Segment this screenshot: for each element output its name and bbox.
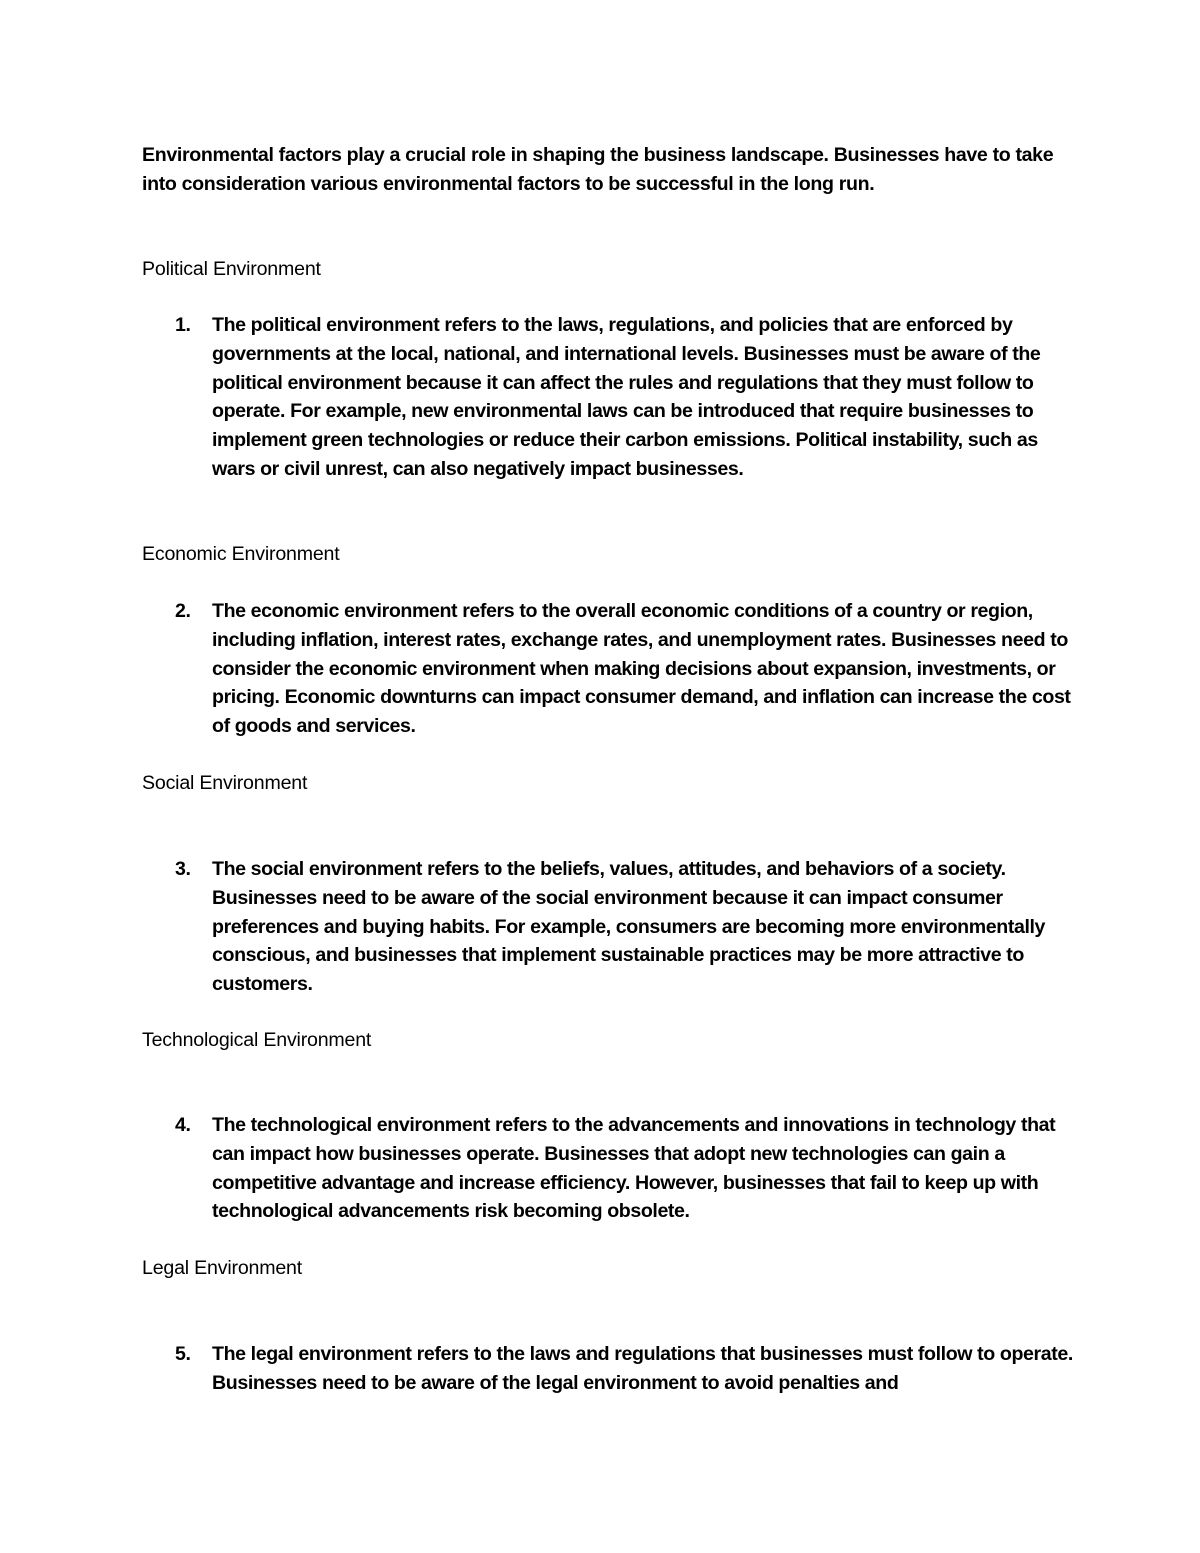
list-number: 4. bbox=[175, 1114, 191, 1136]
list-item-text: The social environment refers to the beliefs, values, attitudes, and behaviors of a society. Businesses need to be aware of the social environment because it can impact consumer preferences and buying habits. For example, consumers are becoming more environmentally conscious, and businesses that implement sustainable practices may be more attractive to customers. bbox=[212, 858, 1046, 996]
list-item-text: The economic environment refers to the overall economic conditions of a country or region, including inflation, interest rates, exchange rates, and unemployment rates. Businesses need to consider the economic environment when making decisions about expansion, investments, or pricing. Economic downturns can impact consumer demand, and inflation can increase the cost of goods and services. bbox=[212, 600, 1071, 738]
list-item-text: The political environment refers to the laws, regulations, and policies that are enforced by governments at the local, national, and international levels. Businesses must be aware of the political environment because it can affect the rules and regulations that they must follow to operate. For example, new environmental laws can be introduced that require businesses to implement green technologies or reduce their carbon emissions. Political instability, such as wars or civil unrest, can also negatively impact businesses. bbox=[212, 314, 1041, 480]
list-number: 3. bbox=[175, 858, 191, 880]
section-heading-economic: Economic Environment bbox=[142, 543, 340, 565]
list-number: 2. bbox=[175, 600, 191, 622]
section-heading-technological: Technological Environment bbox=[142, 1029, 372, 1051]
list-item-social bbox=[175, 855, 1080, 999]
section-heading-social: Social Environment bbox=[142, 772, 308, 794]
list-item-economic bbox=[175, 597, 1080, 741]
list-item-text: The technological environment refers to the advancements and innovations in technology that can impact how businesses operate. Businesses that adopt new technologies can gain a competitive advantage and increase efficiency. However, businesses that fail to keep up with technological advancements risk becoming obsolete. bbox=[212, 1114, 1056, 1223]
list-item-legal bbox=[175, 1340, 1080, 1398]
list-item-political bbox=[175, 311, 1080, 484]
intro-paragraph: Environmental factors play a crucial role in shaping the business landscape. Businesses have to take into consideration various environmental factors to be successful in the long run. bbox=[142, 144, 1054, 195]
list-number: 1. bbox=[175, 314, 191, 336]
list-number: 5. bbox=[175, 1343, 191, 1365]
section-heading-legal: Legal Environment bbox=[142, 1257, 302, 1279]
section-heading-political: Political Environment bbox=[142, 258, 321, 280]
list-item-text: The legal environment refers to the laws and regulations that businesses must follow to operate. Businesses need to be aware of the legal environment to avoid penalties and bbox=[212, 1343, 1073, 1394]
list-item-technological bbox=[175, 1111, 1080, 1226]
